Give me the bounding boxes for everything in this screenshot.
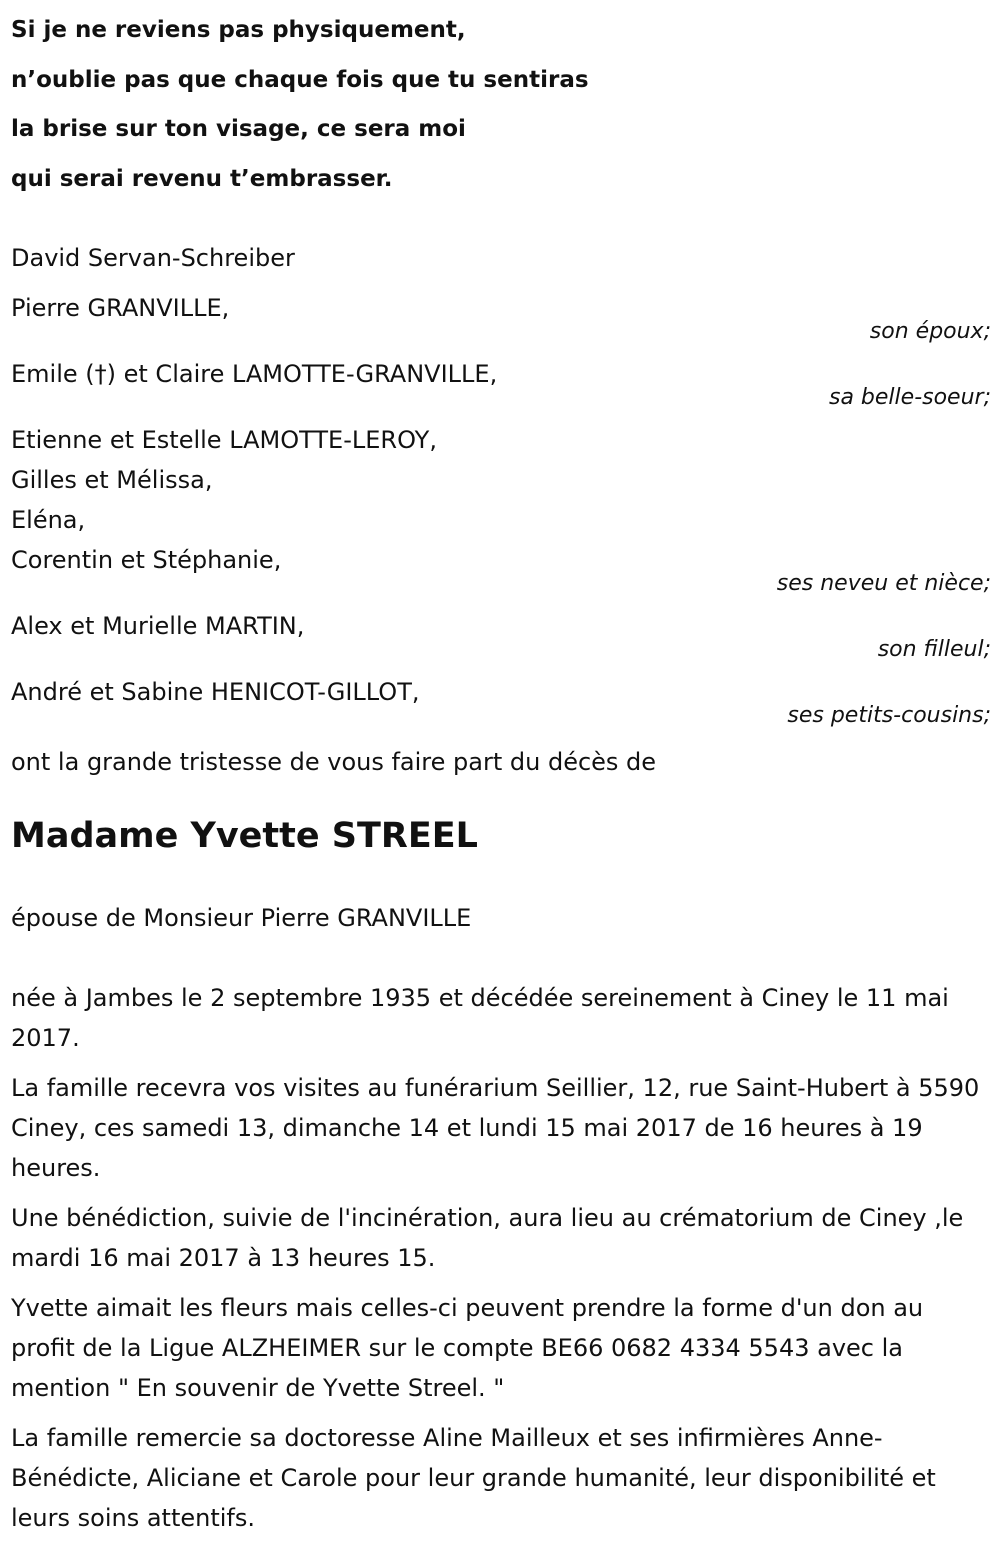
family-name: André et Sabine HENICOT-GILLOT, [11,678,420,706]
family-relation: son filleul; [877,637,991,662]
quote-author: David Servan-Schreiber [11,244,295,272]
poem-quote [11,6,991,204]
poem-line: Si je ne reviens pas physiquement, [11,17,466,43]
family-relation: ses petits-cousins; [787,703,991,728]
poem-line: n’oublie pas que chaque fois que tu sentiras [11,66,589,93]
announcement-intro: ont la grande tristesse de vous faire part du décès de [11,748,657,776]
family-name: Eléna, [11,506,86,534]
birth-death-paragraph: née à Jambes le 2 septembre 1935 et décédée sereinement à Ciney le 11 mai 2017. [11,984,949,1052]
family-name: Pierre GRANVILLE, [11,294,230,322]
family-name: Emile (†) et Claire LAMOTTE-GRANVILLE, [11,360,498,388]
family-relation: sa belle-soeur; [829,385,991,410]
family-name: Etienne et Estelle LAMOTTE-LEROY, [11,426,437,454]
deceased-name: Madame Yvette STREEL [11,816,478,856]
family-group-sister-in-law [11,354,991,410]
ceremony-paragraph: Une bénédiction, suivie de l'incinération, aura lieu au crématorium de Ciney ,le mardi 16 mai 2017 à 13 heures 15. [11,1204,964,1272]
family-group-spouse [11,288,991,344]
family-name: Gilles et Mélissa, [11,466,213,494]
poem-line: la brise sur ton visage, ce sera moi [11,116,466,142]
family-group-nephews [11,420,991,596]
family-relation: son époux; [869,319,991,344]
family-name: Alex et Murielle MARTIN, [11,612,305,640]
visitation-paragraph: La famille recevra vos visites au funérarium Seillier, 12, rue Saint-Hubert à 5590 Ciney, ces samedi 13, dimanche 14 et lundi 15 mai 2017 de 16 heures à 19 heures. [11,1074,980,1182]
thanks-paragraph: La famille remercie sa doctoresse Aline Mailleux et ses infirmières Anne-Bénédicte, Aliciane et Carole pour leur grande humanité, leur disponibilité et leurs soins attentifs. [11,1424,936,1532]
donation-paragraph: Yvette aimait les fleurs mais celles-ci peuvent prendre la forme d'un don au profit de la Ligue ALZHEIMER sur le compte BE66 0682 4334 5543 avec la mention " En souvenir de Yvette Streel. " [11,1294,924,1402]
poem-line: qui serai revenu t’embrasser. [11,165,393,192]
spouse-line: épouse de Monsieur Pierre GRANVILLE [11,904,472,932]
family-group-cousins [11,672,991,728]
family-name: Corentin et Stéphanie, [11,546,282,574]
family-group-godson [11,606,991,662]
family-relation: ses neveu et nièce; [776,571,991,596]
obituary-page [11,0,991,1548]
